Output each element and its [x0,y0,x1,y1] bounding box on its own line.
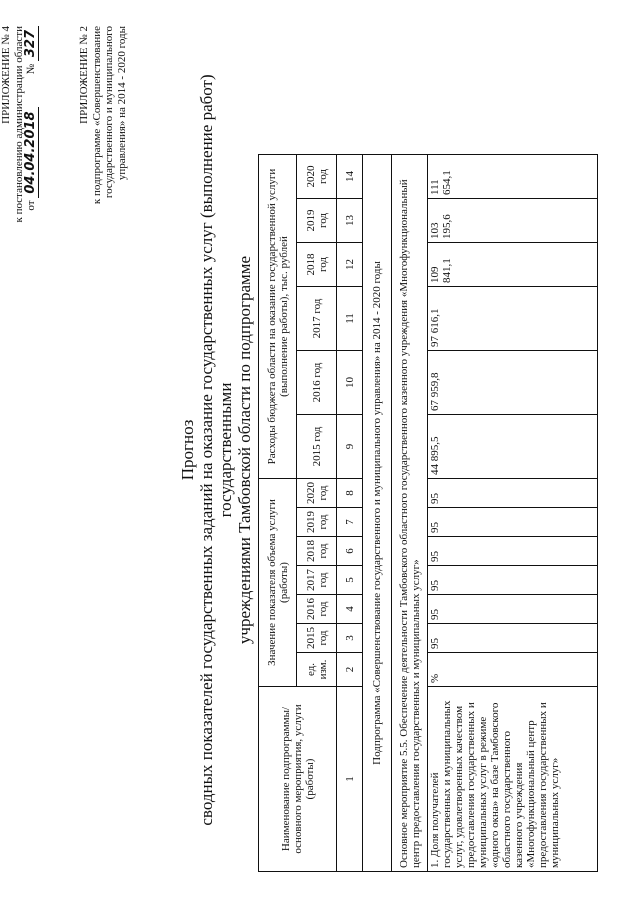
header-budget-year: 2017 год [297,287,337,351]
budget-value: 103 195,6 [428,199,598,243]
header-volume: Значение показателя объема услуги (работы) [259,479,297,687]
document-title [178,35,254,865]
column-number: 1 [337,687,363,872]
appendix-4-title: ПРИЛОЖЕНИЕ № 4 [0,26,12,124]
signed-date: 04.04.2018 [25,107,39,197]
title-line-1: Прогноз [178,419,197,481]
header-year: 2015 год [297,624,337,653]
appendix-2-line-2: государственного и муниципального [103,26,115,199]
from-label: от [25,200,37,211]
header-year: 2017 год [297,566,337,595]
title-line-3: учреждениями Тамбовской области по подпрограмме [235,255,254,645]
column-number: 11 [337,287,363,351]
title-line-2: сводных показателей государственных заданий на оказание государственных услуг (выполнение работ) государственными [197,74,235,826]
column-number: 2 [337,653,363,687]
budget-value: 97 616,1 [428,287,598,351]
column-number: 6 [337,537,363,566]
appendix-2-line-1: к подпрограмме «Совершенствование [90,26,103,205]
header-budget-year: 2018 год [297,243,337,287]
header-unit: ед. изм. [297,653,337,687]
volume-value: 95 [428,595,598,624]
header-year: 2019 год [297,508,337,537]
volume-value: 95 [428,508,598,537]
column-number: 4 [337,595,363,624]
appendix-2-title: ПРИЛОЖЕНИЕ № 2 [78,26,90,124]
header-year: 2018 год [297,537,337,566]
header-year: 2016 год [297,595,337,624]
appendix-4-date-line [25,26,39,326]
column-number: 9 [337,415,363,479]
subprogram-row: Подпрограмма «Совершенствование государственного и муниципального управления» на 2014 - 2020 годы [363,155,392,872]
indicator-name: 1. Доля получателей государственных и муниципальных услуг, удовлетворенных качеством предоставления государственных и муниципальных услуг в режиме «одного окна» на базе Тамбовского областного государственного казенного учреждения «Многофункциональный центр предоставления государственных и муниципальных услуг» [428,687,598,872]
volume-value: 95 [428,537,598,566]
column-number: 5 [337,566,363,595]
header-budget-year: 2019 год [297,199,337,243]
appendix-4-header [0,26,39,326]
column-number: 14 [337,155,363,199]
indicator-unit: % [428,653,598,687]
column-number: 8 [337,479,363,508]
volume-value: 95 [428,479,598,508]
document-number: 327 [25,26,39,61]
column-number: 12 [337,243,363,287]
header-year: 2020 год [297,479,337,508]
number-label: № [25,63,37,75]
column-number: 3 [337,624,363,653]
appendix-2-line-3: управления» на 2014 - 2020 годы [115,26,128,181]
forecast-table [258,154,598,872]
budget-value: 111 654,1 [428,155,598,199]
column-number: 13 [337,199,363,243]
header-budget: Расходы бюджета области на оказание государственной услуги (выполнение работы), тыс. рублей [259,155,297,479]
volume-value: 95 [428,566,598,595]
volume-value: 95 [428,624,598,653]
header-budget-year: 2020 год [297,155,337,199]
header-budget-year: 2016 год [297,351,337,415]
appendix-4-line: к постановлению администрации области [12,26,25,223]
appendix-2-header [78,26,128,276]
header-name: Наименование подпрограммы/основного мероприятия, услуги (работы) [259,687,337,872]
main-event-row: Основное мероприятие 5.5. Обеспечение деятельности Тамбовского областного государственного казенного учреждения «Многофункциональный центр предоставления государственных и муниципальных услуг» [392,155,428,872]
budget-value: 67 959,8 [428,351,598,415]
header-budget-year: 2015 год [297,415,337,479]
column-number: 7 [337,508,363,537]
column-number: 10 [337,351,363,415]
budget-value: 44 895,5 [428,415,598,479]
budget-value: 109 841,1 [428,243,598,287]
